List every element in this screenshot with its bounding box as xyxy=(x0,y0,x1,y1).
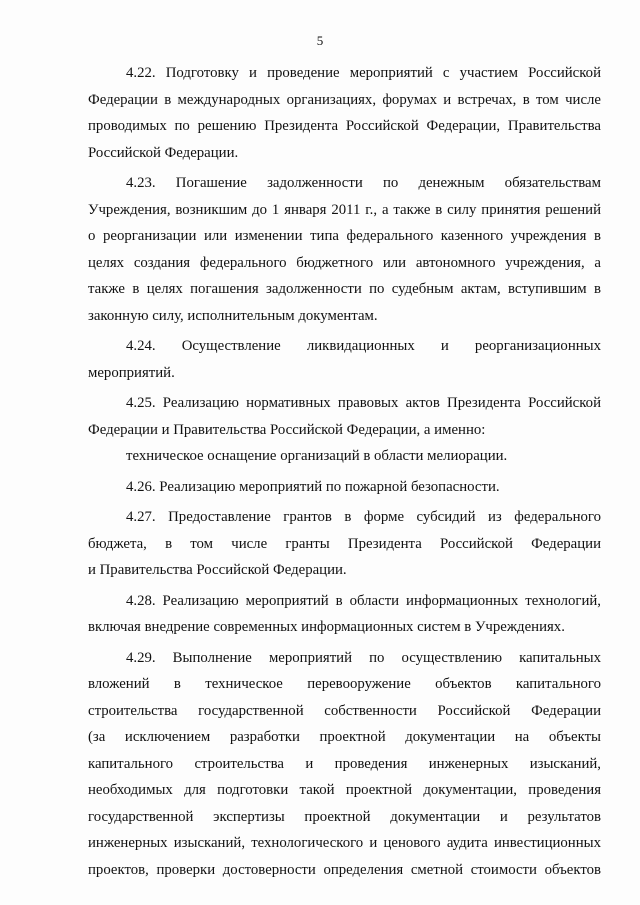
text-line: проектов, проверки достоверности определения сметной стоимости объектов xyxy=(88,861,601,878)
paragraph-4-28 xyxy=(88,588,601,641)
paragraph-4-22 xyxy=(88,60,601,166)
text-line: вложений в техническое перевооружение объектов капитального xyxy=(88,676,601,692)
text-line: 4.25. Реализацию нормативных правовых актов Президента Российской xyxy=(126,395,601,411)
text-line: 4.23. Погашение задолженности по денежным обязательствам xyxy=(126,175,601,191)
text-line: Российской Федерации. xyxy=(88,144,239,161)
text-line: бюджета, в том числе гранты Президента Российской Федерации xyxy=(88,535,601,552)
text-line: 4.29. Выполнение мероприятий по осуществлению капитальных xyxy=(126,649,601,666)
text-line: строительства государственной собственности Российской Федерации xyxy=(88,702,601,719)
text-line: 4.27. Предоставление грантов в форме субсидий из федерального xyxy=(126,509,601,525)
text-line: целях создания федерального бюджетного или автономного учреждения, а xyxy=(88,254,601,271)
paragraph-4-27 xyxy=(88,504,601,584)
text-line: законную силу, исполнительным документам. xyxy=(88,307,378,324)
text-line: государственной экспертизы проектной документации и результатов xyxy=(88,808,601,825)
text-line: техническое оснащение организаций в области мелиорации. xyxy=(126,448,508,464)
paragraph-4-23 xyxy=(88,170,601,329)
document-body xyxy=(88,60,601,883)
text-line: Учреждения, возникшим до 1 января 2011 г., а также в силу принятия решений xyxy=(88,201,601,218)
text-line: инженерных изысканий, технологического и ценового аудита инвестиционных xyxy=(88,835,601,851)
text-line: 4.28. Реализацию мероприятий в области информационных технологий, xyxy=(126,592,601,609)
paragraph-4-25 xyxy=(88,390,601,470)
page-number: 5 xyxy=(316,33,324,48)
text-line: 4.26. Реализацию мероприятий по пожарной безопасности. xyxy=(126,478,500,495)
text-line: капитального строительства и проведения инженерных изысканий, xyxy=(88,755,601,772)
text-line: Федерации и Правительства Российской Федерации, а именно: xyxy=(88,421,486,438)
text-line: 4.22. Подготовку и проведение мероприятий с участием Российской xyxy=(126,65,601,81)
text-line: проводимых по решению Президента Российской Федерации, Правительства xyxy=(88,118,601,134)
text-line: о реорганизации или изменении типа федерального казенного учреждения в xyxy=(88,228,601,244)
paragraph-4-29 xyxy=(88,645,601,884)
text-line: и Правительства Российской Федерации. xyxy=(88,562,347,578)
text-line: 4.24. Осуществление ликвидационных и реорганизационных xyxy=(126,338,601,354)
text-line: (за исключением разработки проектной документации на объекты xyxy=(88,729,601,745)
text-line: мероприятий. xyxy=(88,364,175,381)
paragraph-4-26 xyxy=(88,474,601,501)
paragraph-4-24 xyxy=(88,333,601,386)
text-line: также в целях погашения задолженности по судебным актам, вступившим в xyxy=(88,281,601,297)
text-line: необходимых для подготовки такой проектной документации, проведения xyxy=(88,782,601,798)
text-line: включая внедрение современных информационных систем в Учреждениях. xyxy=(88,619,565,635)
text-line: Федерации в международных организациях, форумах и встречах, в том числе xyxy=(88,91,601,108)
